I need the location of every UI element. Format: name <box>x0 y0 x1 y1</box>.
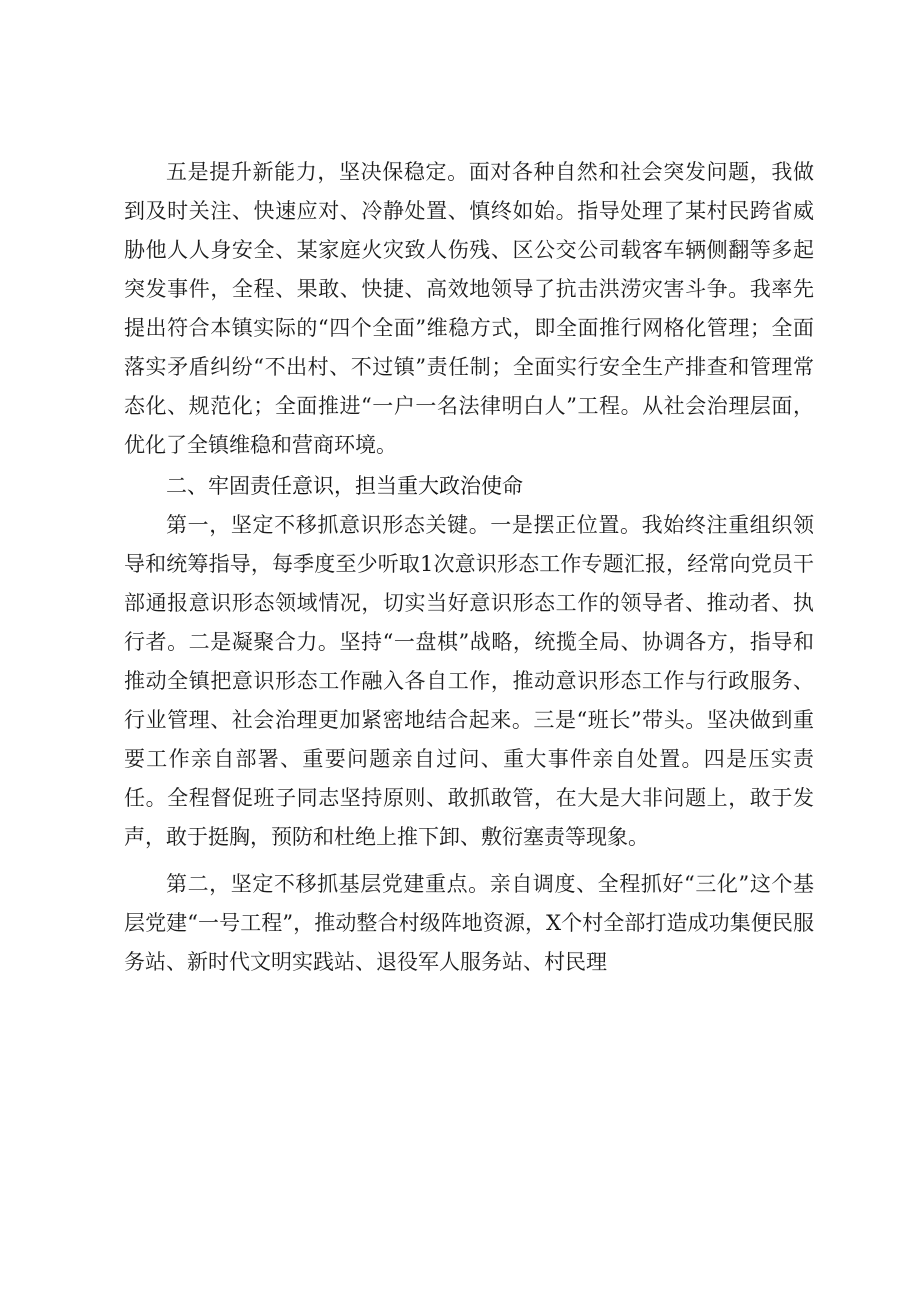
paragraph-stability: 五是提升新能力，坚决保稳定。面对各种自然和社会突发问题，我做到及时关注、快速应对、冷静处置、慎终如始。指导处理了某村民跨省威胁他人人身安全、某家庭火灾致人伤残、区公交公司载客车辆侧翻等多起突发事件，全程、果敢、快捷、高效地领导了抗击洪涝灾害斗争。我率先提出符合本镇实际的“四个全面”维稳方式，即全面推行网格化管理；全面落实矛盾纠纷“不出村、不过镇”责任制；全面实行安全生产排查和管理常态化、规范化；全面推进“一户一名法律明白人”工程。从社会治理层面，优化了全镇维稳和营商环境。 <box>124 160 814 457</box>
document-page <box>124 153 814 982</box>
section-heading-responsibility: 二、牢固责任意识，担当重大政治使命 <box>166 474 523 498</box>
paragraph-party-building: 第二，坚定不移抓基层党建重点。亲自调度、全程抓好“三化”这个基层党建“一号工程”，推动整合村级阵地资源，X个村全部打造成功集便民服务站、新时代文明实践站、退役军人服务站、村民理 <box>124 872 814 974</box>
paragraph-ideology: 第一，坚定不移抓意识形态关键。一是摆正位置。我始终注重组织领导和统筹指导，每季度至少听取1次意识形态工作专题汇报，经常向党员干部通报意识形态领域情况，切实当好意识形态工作的领导者、推动者、执行者。二是凝聚合力。坚持“一盘棋”战略，统揽全局、协调各方，指导和推动全镇把意识形态工作融入各自工作，推动意识形态工作与行政服务、行业管理、社会治理更加紧密地结合起来。三是“班长”带头。坚决做到重要工作亲自部署、重要问题亲自过问、重大事件亲自处置。四是压实责任。全程督促班子同志坚持原则、敢抓敢管，在大是大非问题上，敢于发声，敢于挺胸，预防和杜绝上推下卸、敷衍塞责等现象。 <box>124 513 814 849</box>
